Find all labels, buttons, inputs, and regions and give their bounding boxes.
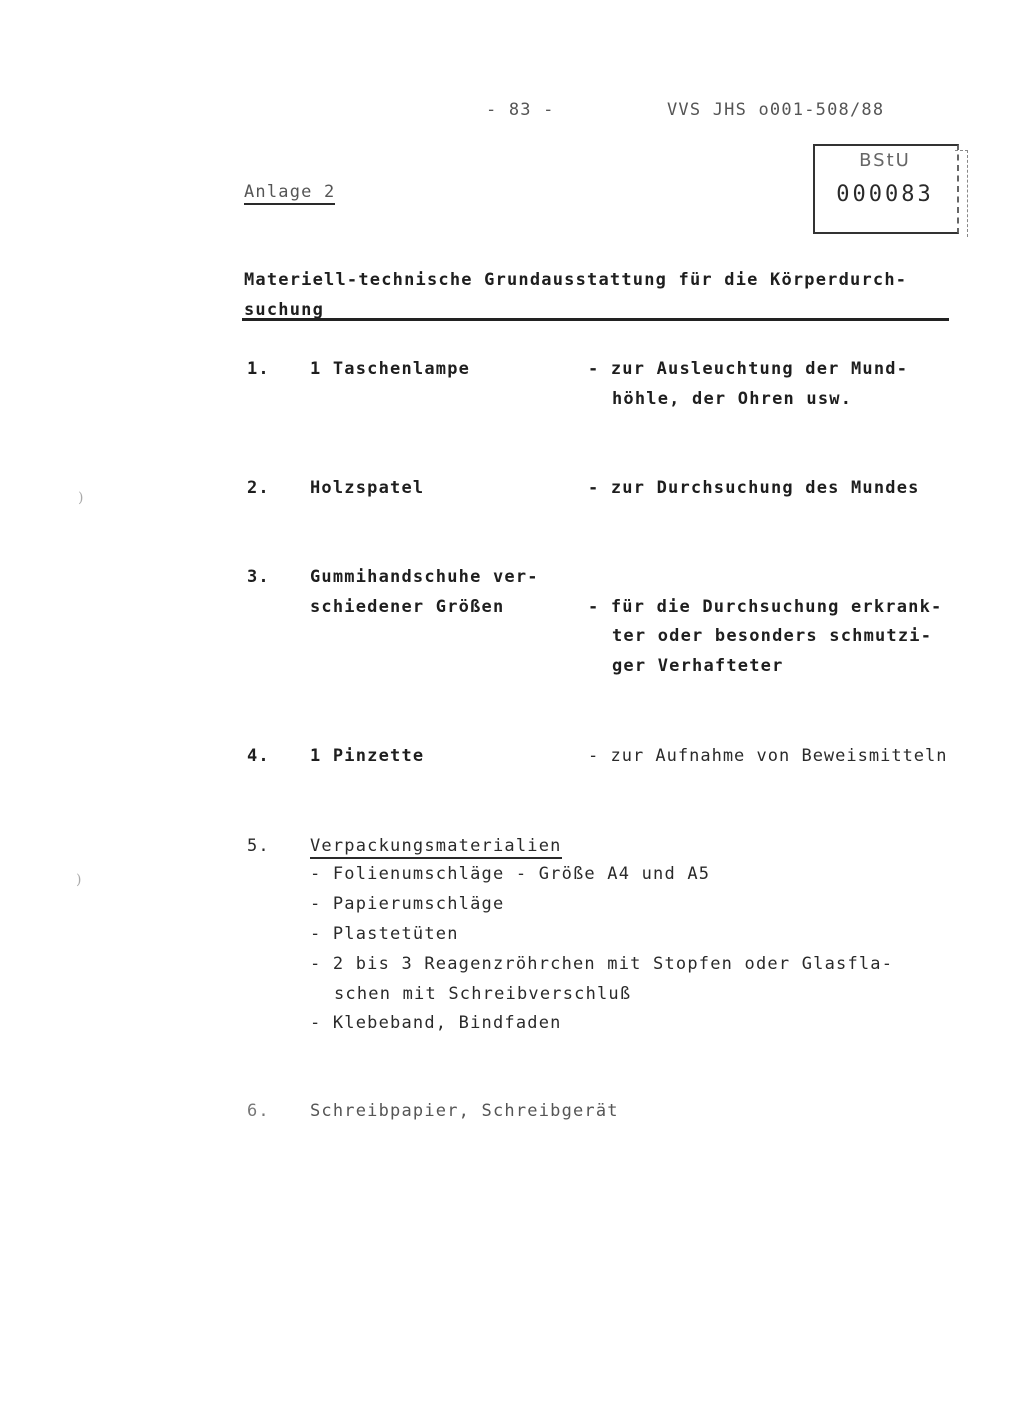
item-1-desc-line-2: höhle, der Ohren usw. [612, 389, 853, 409]
item-1-number: 1. [247, 359, 270, 379]
heading-line-1: Materiell-technische Grundausstattung für die Körperdurch- [244, 270, 908, 290]
item-5-list-line-4: - 2 bis 3 Reagenzröhrchen mit Stopfen oder Glasfla- [310, 954, 894, 974]
item-5-list-line-6: - Klebeband, Bindfaden [310, 1013, 562, 1033]
stamp-number: 000083 [836, 182, 934, 207]
page-number: - 83 - [486, 100, 555, 120]
item-3-name-line-2: schiedener Größen [310, 597, 505, 617]
item-5-list-line-3: - Plastetüten [310, 924, 459, 944]
item-2-desc-line-1: - zur Durchsuchung des Mundes [588, 478, 920, 498]
item-5-title-text: Verpackungsmaterialien [310, 836, 562, 859]
item-5-title [310, 836, 562, 856]
punch-hole-mark-upper: ) [78, 490, 84, 506]
annex-label [244, 182, 335, 202]
document-reference: VVS JHS o001-508/88 [667, 100, 885, 120]
item-2-number: 2. [247, 478, 270, 498]
item-5-list-line-5: schen mit Schreibverschluß [334, 984, 632, 1004]
item-4-name: 1 Pinzette [310, 746, 425, 766]
item-3-name-line-1: Gummihandschuhe ver- [310, 567, 539, 587]
item-2-name: Holzspatel [310, 478, 425, 498]
item-1-desc-line-1: - zur Ausleuchtung der Mund- [588, 359, 909, 379]
archive-stamp [813, 144, 957, 234]
punch-hole-mark-lower: ) [76, 872, 82, 888]
item-5-list-line-1: - Folienumschläge - Größe A4 und A5 [310, 864, 711, 884]
annex-label-text: Anlage 2 [244, 182, 335, 205]
item-6-number: 6. [247, 1101, 270, 1121]
item-5-number: 5. [247, 836, 270, 856]
item-3-desc-line-2: ter oder besonders schmutzi- [612, 626, 933, 646]
item-5-list-line-2: - Papierumschläge [310, 894, 505, 914]
item-3-number: 3. [247, 567, 270, 587]
item-1-name: 1 Taschenlampe [310, 359, 471, 379]
item-4-desc-line-1: - zur Aufnahme von Beweismitteln [588, 746, 948, 766]
heading-rule [242, 318, 949, 321]
item-4-number: 4. [247, 746, 270, 766]
item-3-desc-line-1: - für die Durchsuchung erkrank- [588, 597, 943, 617]
item-6-name: Schreibpapier, Schreibgerät [310, 1101, 619, 1121]
stamp-agency: BStU [859, 150, 911, 171]
item-3-desc-line-3: ger Verhafteter [612, 656, 784, 676]
heading-line-2: suchung [244, 300, 325, 320]
